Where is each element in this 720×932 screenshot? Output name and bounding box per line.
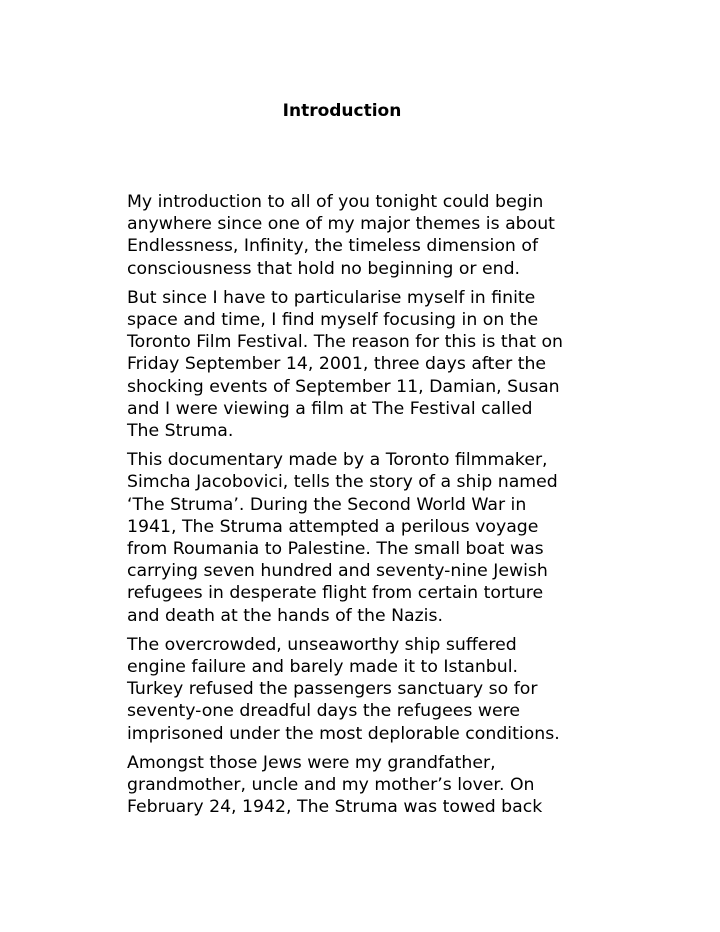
document-title: Introduction bbox=[282, 101, 402, 121]
text-line: The overcrowded, unseaworthy ship suffered bbox=[127, 634, 517, 655]
text-line: The Struma. bbox=[127, 421, 234, 442]
text-line: Turkey refused the passengers sanctuary so for bbox=[127, 679, 538, 700]
text-line: But since I have to particularise myself in finite bbox=[127, 287, 536, 308]
paragraph-4 bbox=[127, 634, 647, 745]
text-line: This documentary made by a Toronto filmmaker, bbox=[127, 450, 548, 471]
text-line: Simcha Jacobovici, tells the story of a ship named bbox=[127, 472, 558, 493]
text-line: imprisoned under the most deplorable conditions. bbox=[127, 723, 560, 744]
text-line: and death at the hands of the Nazis. bbox=[127, 605, 443, 626]
paragraph-5 bbox=[127, 752, 647, 819]
paragraph-1 bbox=[127, 191, 647, 280]
text-line: engine failure and barely made it to Istanbul. bbox=[127, 657, 519, 678]
text-line: consciousness that hold no beginning or end. bbox=[127, 258, 521, 279]
text-line: ‘The Struma’. During the Second World War in bbox=[127, 494, 527, 515]
text-line: space and time, I find myself focusing in on the bbox=[127, 310, 539, 331]
text-line: carrying seven hundred and seventy-nine Jewish bbox=[127, 561, 548, 582]
text-line: seventy-one dreadful days the refugees were bbox=[127, 701, 520, 722]
text-line: anywhere since one of my major themes is about bbox=[127, 214, 555, 235]
text-line: refugees in desperate flight from certain torture bbox=[127, 583, 544, 604]
text-line: 1941, The Struma attempted a perilous voyage bbox=[127, 516, 539, 537]
text-line: Toronto Film Festival. The reason for this is that on bbox=[127, 332, 564, 353]
paragraph-2 bbox=[127, 287, 647, 442]
text-line: Endlessness, Infinity, the timeless dimension of bbox=[127, 236, 539, 257]
text-line: from Roumania to Palestine. The small boat was bbox=[127, 539, 544, 560]
text-line: grandmother, uncle and my mother’s lover. On bbox=[127, 775, 535, 796]
text-line: Amongst those Jews were my grandfather, bbox=[127, 752, 496, 773]
text-line: shocking events of September 11, Damian, Susan bbox=[127, 376, 560, 397]
paragraph-3 bbox=[127, 449, 647, 627]
text-line: and I were viewing a film at The Festival called bbox=[127, 398, 533, 419]
text-line: Friday September 14, 2001, three days after the bbox=[127, 354, 547, 375]
text-line: My introduction to all of you tonight could begin bbox=[127, 192, 544, 212]
text-line: February 24, 1942, The Struma was towed back bbox=[127, 797, 543, 818]
document-body bbox=[127, 191, 647, 825]
